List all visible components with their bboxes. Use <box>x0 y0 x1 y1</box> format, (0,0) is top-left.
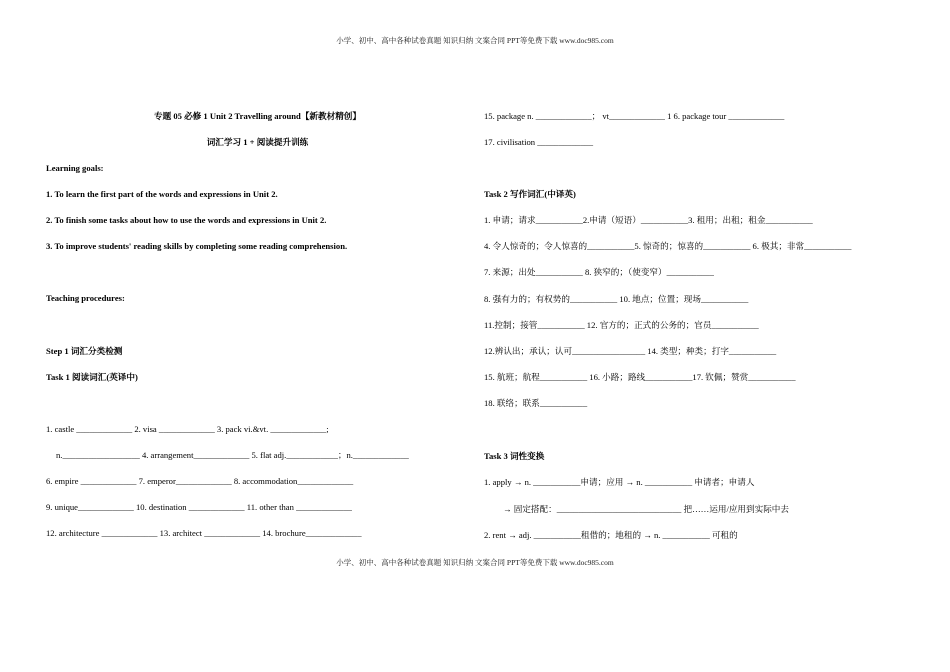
task-2-line-5: 11.控制；接管___________ 12. 官方的；正式的公务的；官员___________ <box>484 320 759 330</box>
document-subtitle: 词汇学习 1 + 阅读提升训练 <box>206 137 309 147</box>
goal-1: 1. To learn the first part of the words and expressions in Unit 2. <box>46 189 278 199</box>
task-1-line-1: 1. castle _____________ 2. visa _____________ 3. pack vi.&vt. _____________; <box>46 424 329 434</box>
task-3-line-3: 2. rent → adj. ___________租借的；地租的 → n. ___________ 可租的 <box>484 530 738 540</box>
page-footer: 小学、初中、高中各种试卷真题 知识归纳 文案合同 PPT等免费下载 www.doc985.com <box>336 558 614 567</box>
task-3-heading: Task 3 词性变换 <box>484 451 545 461</box>
task-2-line-4: 8. 强有力的；有权势的___________ 10. 地点；位置；现场___________ <box>484 294 749 304</box>
goal-3: 3. To improve students' reading skills by completing some reading comprehension. <box>46 241 348 251</box>
task-3-line-1: 1. apply → n. ___________申请；应用 → n. ___________ 申请者；申请人 <box>484 477 755 487</box>
right-line-1: 15. package n. _____________； vt_____________ 1 6. package tour _____________ <box>484 111 785 121</box>
task-2-line-6: 12.辨认出；承认；认可_________________ 14. 类型；种类；打字___________ <box>484 346 777 356</box>
step-1-heading: Step 1 词汇分类检测 <box>46 346 123 356</box>
page-header: 小学、初中、高中各种试卷真题 知识归纳 文案合同 PPT等免费下载 www.doc985.com <box>336 36 614 45</box>
task-2-line-2: 4. 令人惊奇的；令人惊喜的___________5. 惊奇的；惊喜的___________ 6. 极其；非常___________ <box>484 241 852 251</box>
task-2-line-3: 7. 来源；出处___________ 8. 狭窄的；（使变窄）___________ <box>484 267 714 277</box>
learning-goals-heading: Learning goals: <box>46 163 104 173</box>
task-1-line-3: 6. empire _____________ 7. emperor_____________ 8. accommodation_____________ <box>46 476 354 486</box>
goal-2: 2. To finish some tasks about how to use the words and expressions in Unit 2. <box>46 215 327 225</box>
task-1-heading: Task 1 阅读词汇(英译中) <box>46 372 138 382</box>
task-1-line-2: n.__________________ 4. arrangement_____________ 5. flat adj.____________；n._____________ <box>56 450 409 460</box>
task-2-line-8: 18. 联络；联系___________ <box>484 398 588 408</box>
task-2-heading: Task 2 写作词汇(中译英) <box>484 189 576 199</box>
task-2-line-1: 1. 申请；请求___________2.申请（短语）___________3. 租用；出租；租金___________ <box>484 215 813 225</box>
right-line-2: 17. civilisation _____________ <box>484 137 594 147</box>
task-1-line-4: 9. unique_____________ 10. destination _____________ 11. other than _____________ <box>46 502 352 512</box>
task-1-line-5: 12. architecture _____________ 13. architect _____________ 14. brochure_____________ <box>46 528 362 538</box>
task-3-line-2: → 固定搭配：_____________________________ 把……运用/应用到实际中去 <box>503 504 789 514</box>
teaching-procedures-heading: Teaching procedures: <box>46 293 125 303</box>
task-2-line-7: 15. 航班；航程___________ 16. 小路；路线___________17. 钦佩；赞赏___________ <box>484 372 796 382</box>
document-title: 专题 05 必修 1 Unit 2 Travelling around【新教材精创】 <box>154 111 361 121</box>
